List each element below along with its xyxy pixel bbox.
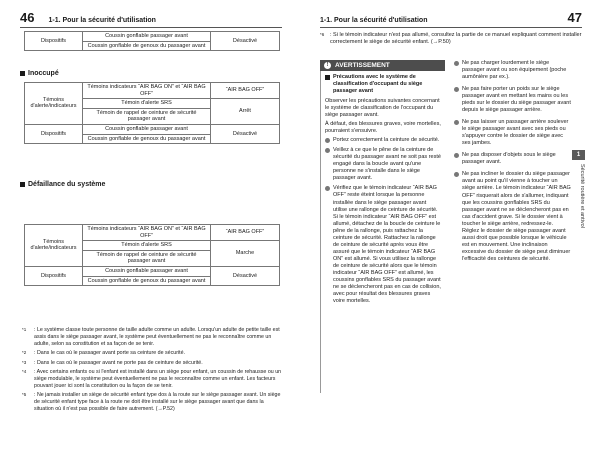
footnote-text: : Le système classe toute personne de taille adulte comme un adulte. Lorsqu'un adulte de petite taille est assis dans le siège passager avant, le système peut éventuellement ne pas le reconnaître comme un adulte, selon sa constitution et sa façon de se tenir. — [34, 327, 280, 348]
square-bullet-icon — [20, 71, 25, 76]
section-title: Défaillance du système — [28, 181, 106, 188]
bullet-dot-icon — [454, 87, 459, 92]
table-cell-item: Coussin gonflable passager avant — [83, 124, 211, 134]
table-cell-item: Témoin de rappel de ceinture de sécurité passager avant — [83, 250, 211, 266]
table-cell-item: Témoin de rappel de ceinture de sécurité passager avant — [83, 108, 211, 124]
bullet-text: Portez correctement la ceinture de sécurité. — [333, 137, 440, 144]
warning-subheading — [325, 74, 441, 95]
square-bullet-icon — [325, 75, 330, 80]
footnote-text: : Si le témoin indicateur n'est pas allumé, consultez la partie de ce manuel expliquant comment installer correctement le siège de sécurité enfant. (→P.50) — [330, 32, 582, 46]
chapter-tab-number: 1 — [572, 150, 585, 160]
footnote — [22, 360, 282, 367]
table-cell-state: “AIR BAG OFF” — [211, 83, 280, 99]
table-cell-category: Dispositifs — [25, 124, 83, 143]
right-page-number: 47 — [567, 10, 582, 25]
table-cell-category: Témoins d'alerte/indicateurs — [25, 83, 83, 125]
warning-title: AVERTISSEMENT — [335, 62, 390, 69]
section-heading-defaillance — [20, 181, 105, 188]
bullet-dot-icon — [454, 172, 459, 177]
right-footnote — [320, 32, 585, 46]
list-item — [454, 60, 571, 81]
footnote-text: : Dans le cas où le passager avant porte sa ceinture de sécurité. — [34, 350, 186, 357]
section-heading-inoccupe — [20, 70, 59, 77]
bullet-text: Ne pas disposer d'objets sous le siège passager avant. — [462, 152, 556, 166]
bullet-dot-icon — [454, 153, 459, 158]
section-title: Inoccupé — [28, 70, 59, 77]
warning-subtitle: Précautions avec le système de classification d'occupant du siège passager avant — [333, 74, 423, 95]
table-cell-state: Désactivé — [211, 32, 280, 51]
warning-intro-2: À défaut, des blessures graves, voire mortelles, pourraient s'ensuivre. — [325, 121, 441, 135]
bullet-text: Vérifiez que le témoin indicateur “AIR BAG OFF” reste éteint lorsque la personne installée dans le siège passager avant utilise une rallonge de ceinture de sécurité. Si le témoin indicateur “AIR BAG OFF” est allumé, détachez de la boucle de ceinture le pêne de la rallonge, puis rattachez la ceinture de sécurité. Rattachez la rallonge de ceinture de sécurité après vous être assuré que le témoin indicateur “AIR BAG ON” est allumé. Si vous utilisez la rallonge de ceinture de sécurité alors que le témoin indicateur “AIR BAG OFF” est allumé, les coussins gonflables SRS du passager avant ne se déclencheront pas en cas de collision, avec pour résultat des blessures graves voire mortelles. — [333, 185, 441, 304]
warning-intro: Observer les précautions suivantes concernant le système de classification de l'occupant du siège passager avant. — [325, 98, 440, 119]
footnote-mark: *5 — [22, 392, 27, 398]
table-cell-category: Témoins d'alerte/indicateurs — [25, 225, 83, 267]
table-cell-item: Coussin gonflable de genoux du passager avant — [83, 134, 211, 144]
warning-box — [320, 60, 445, 400]
table-cell-item: Coussin gonflable de genoux du passager avant — [83, 276, 211, 286]
footnote-mark: *3 — [22, 359, 27, 365]
right-page-header — [320, 10, 582, 26]
defaillance-table — [24, 224, 280, 286]
left-page-number: 46 — [20, 10, 35, 25]
list-item — [454, 171, 571, 262]
footnote — [22, 369, 282, 390]
footnote-text: : Ne jamais installer un siège de sécurité enfant type dos à la route sur le siège passager avant. Un siège de sécurité enfant type face à la route ne doit être installé sur le siège passager avant que dans la situation où il n'est pas possible de faire autrement. (→P.52) — [34, 392, 281, 413]
bullet-text: Ne pas incliner le dossier du siège passager avant au point qu'il vienne à toucher un siège arrière. Le témoin indicateur “AIR BAG OFF” risquerait alors de s'allumer, indiquant que les coussins gonflables SRS du passager avant ne se déclencheront pas en cas d'accident grave. Si le dossier vient à toucher le siège arrière, redressez-le. Réglez le dossier de siège passager avant aussi droit que possible lorsque le véhicule est en mouvement. Une inclinaison excessive du dossier de siège peut diminuer l'efficacité des ceintures de sécurité. — [462, 171, 571, 262]
footnote — [22, 327, 282, 348]
warning-header — [320, 60, 445, 71]
footnote-mark: *1 — [22, 327, 27, 332]
bullet-dot-icon — [454, 61, 459, 66]
warning-body — [320, 71, 445, 393]
footnote-mark: *4 — [22, 368, 27, 374]
table-cell-category: Dispositifs — [25, 266, 83, 285]
footnotes — [22, 327, 282, 416]
bullet-text: Ne pas faire porter un poids sur le siège passager avant en mettant les mains ou les pieds sur le dossier du siège passager avant depuis le siège passager arrière. — [462, 86, 571, 114]
left-header-rule — [20, 27, 282, 28]
table-cell-state: Désactivé — [211, 266, 280, 285]
warning-icon: ! — [324, 62, 331, 69]
footnote-text: : Avec certains enfants ou si l'enfant est installé dans un siège pour enfant, un coussin de rehausse ou un siège modulable, le système peut éventuellement ne pas le reconnaître comme un enfant. Les facteurs pouvant jouer ici sont la constitution ou la façon de se tenir. — [34, 368, 282, 389]
warning-bullet — [325, 147, 441, 182]
bullet-dot-icon — [454, 120, 459, 125]
right-column-bullets — [454, 60, 571, 268]
table-cell-item: Témoin d'alerte SRS — [83, 99, 211, 109]
table-cell-state: Désactivé — [211, 124, 280, 143]
bullet-text: Veillez à ce que le pêne de la ceinture de sécurité du passager avant ne soit pas resté engagé dans la boucle avant qu'une personne ne s'installe dans le siège passager avant. — [333, 147, 441, 182]
table-cell-item: Témoin d'alerte SRS — [83, 241, 211, 251]
chapter-tab-label: Sécurité routière et antivol — [579, 164, 585, 228]
bullet-text: Ne pas laisser un passager arrière soulever le siège passager avant avec ses pieds ou s'appuyer contre le dossier de siège avec ses jambes. — [462, 119, 569, 147]
bullet-dot-icon — [325, 186, 330, 191]
list-item — [454, 152, 571, 166]
list-item — [454, 86, 571, 114]
left-page-title: 1-1. Pour la sécurité d'utilisation — [48, 17, 156, 24]
inoccupe-table — [24, 82, 280, 144]
table-cell-category: Dispositifs — [25, 32, 83, 51]
left-page-header — [20, 10, 282, 26]
table-cell-item: Témoins indicateurs “AIR BAG ON” et “AIR BAG OFF” — [83, 225, 211, 241]
square-bullet-icon — [20, 182, 25, 187]
footnote-mark: *6 — [320, 32, 325, 37]
table-cell-state: Arrêt — [211, 99, 280, 125]
table-cell-item: Coussin gonflable passager avant — [83, 32, 211, 42]
bullet-dot-icon — [325, 138, 330, 143]
bullet-dot-icon — [325, 148, 330, 153]
warning-bullet — [325, 137, 441, 144]
list-item — [454, 119, 571, 147]
table-cell-item: Témoins indicateurs “AIR BAG ON” et “AIR BAG OFF” — [83, 83, 211, 99]
footnote — [22, 350, 282, 357]
footnote-text: : Dans le cas où le passager avant ne porte pas de ceinture de sécurité. — [34, 359, 203, 366]
warning-bullet — [325, 185, 441, 305]
top-devices-table — [24, 31, 280, 51]
right-header-rule — [320, 27, 582, 28]
footnote — [22, 392, 282, 413]
table-cell-item: Coussin gonflable passager avant — [83, 266, 211, 276]
table-cell-item: Coussin gonflable de genoux du passager avant — [83, 41, 211, 51]
bullet-text: Ne pas charger lourdement le siège passager avant ou son équipement (poche aumônière par ex.). — [462, 60, 567, 81]
table-cell-state: Marche — [211, 241, 280, 267]
right-page-title: 1-1. Pour la sécurité d'utilisation — [320, 17, 428, 24]
footnote-mark: *2 — [22, 350, 27, 356]
table-cell-state: “AIR BAG OFF” — [211, 225, 280, 241]
